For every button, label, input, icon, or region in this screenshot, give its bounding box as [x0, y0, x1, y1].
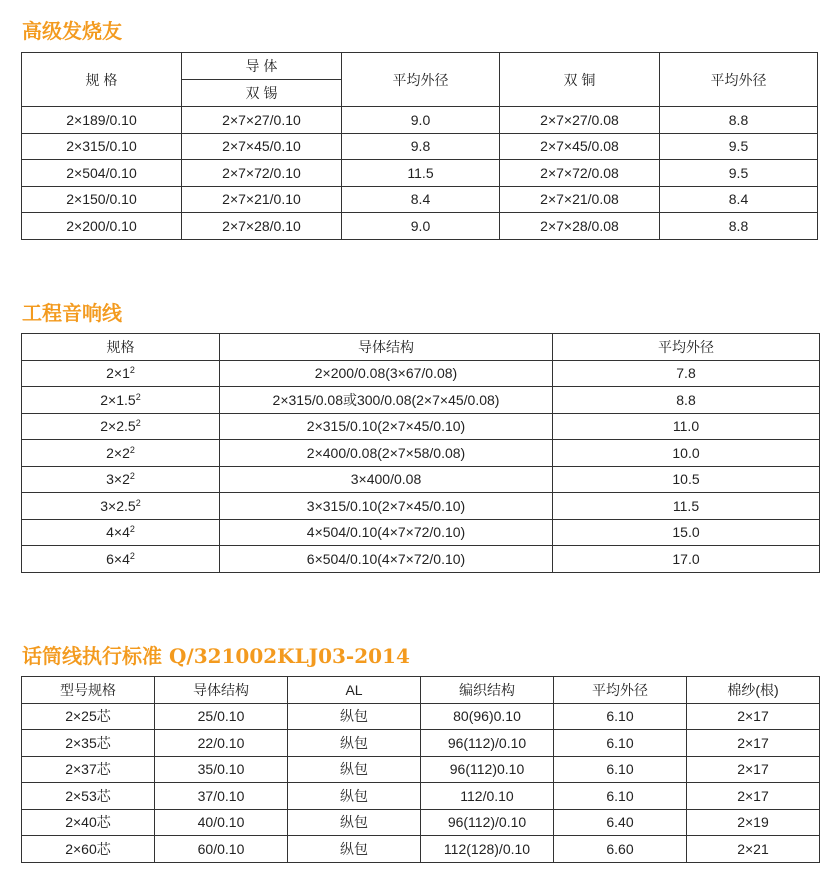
cell-copper: 2×7×45/0.08	[500, 133, 660, 160]
table-row	[22, 783, 820, 810]
cell-braid: 112/0.10	[421, 783, 554, 810]
cell-cotton: 2×21	[687, 836, 820, 863]
cell-spec: 2×189/0.10	[22, 107, 182, 134]
header-double-tin: 双 锡	[182, 80, 342, 107]
header-avg-od: 平均外径	[553, 334, 820, 361]
cell-od-2: 8.8	[660, 107, 818, 134]
cell-tin: 2×7×72/0.10	[182, 160, 342, 187]
cell-cotton: 2×17	[687, 730, 820, 757]
cell-od: 9.0	[342, 213, 500, 240]
table-row	[22, 133, 818, 160]
hifi-cable-table	[21, 52, 818, 240]
cell-od: 6.10	[554, 730, 687, 757]
header-conductor: 导 体	[182, 53, 342, 80]
cell-cotton: 2×19	[687, 809, 820, 836]
table-row	[22, 836, 820, 863]
cell-tin: 2×7×21/0.10	[182, 186, 342, 213]
cell-od: 17.0	[553, 546, 820, 573]
cell-od: 11.5	[553, 493, 820, 520]
header-double-copper: 双 铜	[500, 53, 660, 107]
cell-tin: 2×7×27/0.10	[182, 107, 342, 134]
header-avg-od: 平均外径	[554, 677, 687, 704]
table-row	[22, 809, 820, 836]
cell-spec: 2×200/0.10	[22, 213, 182, 240]
header-cotton-yarn: 棉纱(根)	[687, 677, 820, 704]
cell-copper: 2×7×28/0.08	[500, 213, 660, 240]
cell-al: 纵包	[288, 756, 421, 783]
cell-cotton: 2×17	[687, 703, 820, 730]
cell-spec: $3\times 2^2$	[22, 466, 220, 493]
section-title-microphone-cable: 话筒线执行标准 Q/321002KLJ03-2014	[22, 644, 410, 668]
header-spec: 规格	[22, 334, 220, 361]
cell-conductor: 37/0.10	[155, 783, 288, 810]
table-row	[22, 186, 818, 213]
cell-al: 纵包	[288, 730, 421, 757]
table-row	[22, 756, 820, 783]
cell-tin: 2×7×28/0.10	[182, 213, 342, 240]
cell-od: 7.8	[553, 360, 820, 387]
cell-model: 2×35芯	[22, 730, 155, 757]
cell-structure: 6×504/0.10(4×7×72/0.10)	[220, 546, 553, 573]
cell-od-2: 9.5	[660, 160, 818, 187]
cell-od: 8.4	[342, 186, 500, 213]
header-spec: 规 格	[22, 53, 182, 107]
cell-copper: 2×7×21/0.08	[500, 186, 660, 213]
table-row	[22, 440, 820, 467]
cell-model: 2×25芯	[22, 703, 155, 730]
cell-od: 6.40	[554, 809, 687, 836]
cell-spec: $6\times 4^2$	[22, 546, 220, 573]
cell-braid: 96(112)0.10	[421, 756, 554, 783]
table-row	[22, 519, 820, 546]
cell-copper: 2×7×72/0.08	[500, 160, 660, 187]
cell-spec: $2\times 1.5^2$	[22, 387, 220, 414]
cell-od: 6.10	[554, 703, 687, 730]
table-row	[22, 160, 818, 187]
cell-od: 10.0	[553, 440, 820, 467]
cell-copper: 2×7×27/0.08	[500, 107, 660, 134]
header-model-spec: 型号规格	[22, 677, 155, 704]
cell-conductor: 40/0.10	[155, 809, 288, 836]
cell-structure: 2×400/0.08(2×7×58/0.08)	[220, 440, 553, 467]
cell-structure: 4×504/0.10(4×7×72/0.10)	[220, 519, 553, 546]
cell-od: 15.0	[553, 519, 820, 546]
cell-spec: 2×504/0.10	[22, 160, 182, 187]
header-avg-od: 平均外径	[342, 53, 500, 107]
cell-spec: $4\times 4^2$	[22, 519, 220, 546]
cell-conductor: 25/0.10	[155, 703, 288, 730]
cell-braid: 80(96)0.10	[421, 703, 554, 730]
cell-model: 2×53芯	[22, 783, 155, 810]
header-al: AL	[288, 677, 421, 704]
cell-structure: 2×315/0.08或300/0.08(2×7×45/0.08)	[220, 387, 553, 414]
cell-al: 纵包	[288, 783, 421, 810]
table-row	[22, 360, 820, 387]
microphone-cable-table	[21, 676, 820, 863]
table-row	[22, 213, 818, 240]
cell-od: 11.5	[342, 160, 500, 187]
cell-structure: 3×315/0.10(2×7×45/0.10)	[220, 493, 553, 520]
cell-structure: 2×315/0.10(2×7×45/0.10)	[220, 413, 553, 440]
cell-spec: $3\times 2.5^2$	[22, 493, 220, 520]
cell-od: 6.60	[554, 836, 687, 863]
section-title-engineering-audio: 工程音响线	[22, 301, 122, 325]
cell-od: 10.5	[553, 466, 820, 493]
cell-od: 6.10	[554, 783, 687, 810]
table-row	[22, 730, 820, 757]
cell-braid: 96(112)/0.10	[421, 730, 554, 757]
cell-cotton: 2×17	[687, 756, 820, 783]
cell-od: 8.8	[553, 387, 820, 414]
engineering-audio-table	[21, 333, 820, 573]
cell-cotton: 2×17	[687, 783, 820, 810]
cell-od: 6.10	[554, 756, 687, 783]
header-conductor-structure: 导体结构	[220, 334, 553, 361]
cell-spec: $2\times 2.5^2$	[22, 413, 220, 440]
table-row	[22, 546, 820, 573]
cell-al: 纵包	[288, 836, 421, 863]
cell-od-2: 8.4	[660, 186, 818, 213]
table-row	[22, 703, 820, 730]
cell-conductor: 35/0.10	[155, 756, 288, 783]
cell-conductor: 22/0.10	[155, 730, 288, 757]
header-conductor-structure: 导体结构	[155, 677, 288, 704]
section-title-hifi: 高级发烧友	[22, 19, 122, 43]
cell-od-2: 9.5	[660, 133, 818, 160]
cell-al: 纵包	[288, 809, 421, 836]
cell-conductor: 60/0.10	[155, 836, 288, 863]
cell-structure: 3×400/0.08	[220, 466, 553, 493]
cell-structure: 2×200/0.08(3×67/0.08)	[220, 360, 553, 387]
cell-od: 11.0	[553, 413, 820, 440]
cell-model: 2×37芯	[22, 756, 155, 783]
cell-od: 9.0	[342, 107, 500, 134]
header-avg-od-2: 平均外径	[660, 53, 818, 107]
table-row	[22, 466, 820, 493]
cell-tin: 2×7×45/0.10	[182, 133, 342, 160]
cell-braid: 112(128)/0.10	[421, 836, 554, 863]
cell-braid: 96(112)/0.10	[421, 809, 554, 836]
cell-spec: $2\times 2^2$	[22, 440, 220, 467]
table-row	[22, 413, 820, 440]
table-row	[22, 107, 818, 134]
header-braid-structure: 编织结构	[421, 677, 554, 704]
table-row	[22, 387, 820, 414]
cell-od: 9.8	[342, 133, 500, 160]
cell-spec: 2×150/0.10	[22, 186, 182, 213]
table-row	[22, 493, 820, 520]
cell-spec: $2\times 1^2$	[22, 360, 220, 387]
cell-spec: 2×315/0.10	[22, 133, 182, 160]
cell-model: 2×40芯	[22, 809, 155, 836]
cell-model: 2×60芯	[22, 836, 155, 863]
cell-od-2: 8.8	[660, 213, 818, 240]
cell-al: 纵包	[288, 703, 421, 730]
